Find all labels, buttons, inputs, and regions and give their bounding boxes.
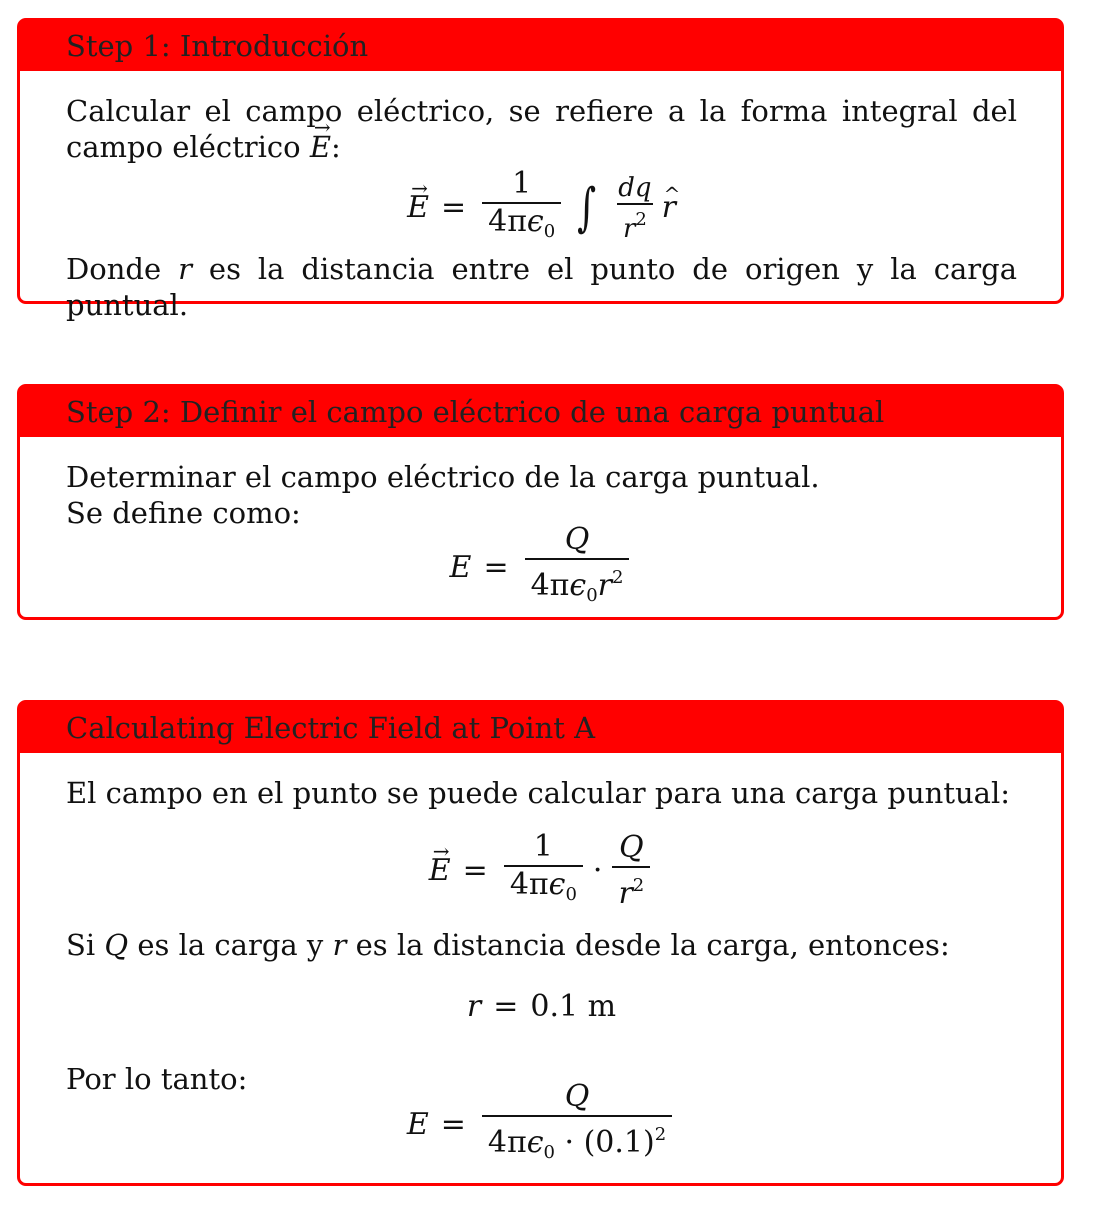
step1-footer-var: r	[178, 252, 192, 286]
point-a-r-unit: m	[587, 989, 617, 1024]
step2-line2: Se define como:	[66, 496, 301, 530]
step1-card	[17, 18, 1064, 322]
point-a-final-equation: E = $\frac{Q}{4\pi\epsilon_0 \cdot (0.1)^2}$	[66, 1087, 1017, 1163]
step1-title: Step 1: Introducción	[20, 21, 1061, 71]
point-a-title: Calculating Electric Field at Point A	[20, 703, 1061, 753]
step1-intro-colon: :	[331, 130, 341, 164]
step2-point-charge-equation: E = $\frac{Q}{4\pi\epsilon_0r^2}$	[66, 531, 1017, 605]
step1-footer-paragraph	[66, 251, 1017, 323]
step1-intro-text: Calcular el campo eléctrico, se refiere a la forma integral del campo eléctrico	[66, 94, 1017, 164]
point-a-mid-paragraph	[66, 927, 1017, 963]
point-a-mid-q: Q	[104, 928, 129, 962]
point-a-card	[17, 700, 1064, 1186]
point-a-field-equation: → E = $\frac{1}{4\pi\epsilon_0}$ · $\frac{Q}{r^2}$	[66, 815, 1017, 927]
point-a-body	[20, 775, 1061, 1163]
step2-body	[20, 459, 1061, 605]
step1-footer-post: es la distancia entre el punto de origen y la carga puntual.	[66, 252, 1018, 322]
step2-title: Step 2: Definir el campo eléctrico de una carga puntual	[20, 387, 1061, 437]
step1-intro-paragraph	[66, 93, 1017, 165]
point-a-r-equation: r = 0.1 m	[466, 989, 617, 1024]
point-a-therefore: Por lo tanto:	[66, 1062, 248, 1096]
point-a-denominator-value: (0.1)	[583, 1125, 655, 1160]
step1-integral-equation: → E = $\frac{1}{4\pi\epsilon_0}$ ∫ $\frac{dq}{r^2}$ ^ r	[66, 165, 1017, 251]
step1-intro-symbol: → E	[310, 129, 331, 165]
step2-line1: Determinar el campo eléctrico de la carga puntual.	[66, 460, 820, 494]
step1-body	[20, 93, 1061, 323]
point-a-mid-b: es la distancia desde la carga, entonces:	[355, 928, 950, 962]
point-a-mid-a: es la carga y	[137, 928, 324, 962]
point-a-r-value: 0.1	[530, 989, 579, 1024]
point-a-mid-r: r	[332, 928, 347, 962]
step2-card	[17, 384, 1064, 620]
step1-footer-pre: Donde	[66, 252, 162, 286]
point-a-mid-pre: Si	[66, 928, 96, 962]
point-a-line1: El campo en el punto se puede calcular para una carga puntual:	[66, 776, 1011, 810]
